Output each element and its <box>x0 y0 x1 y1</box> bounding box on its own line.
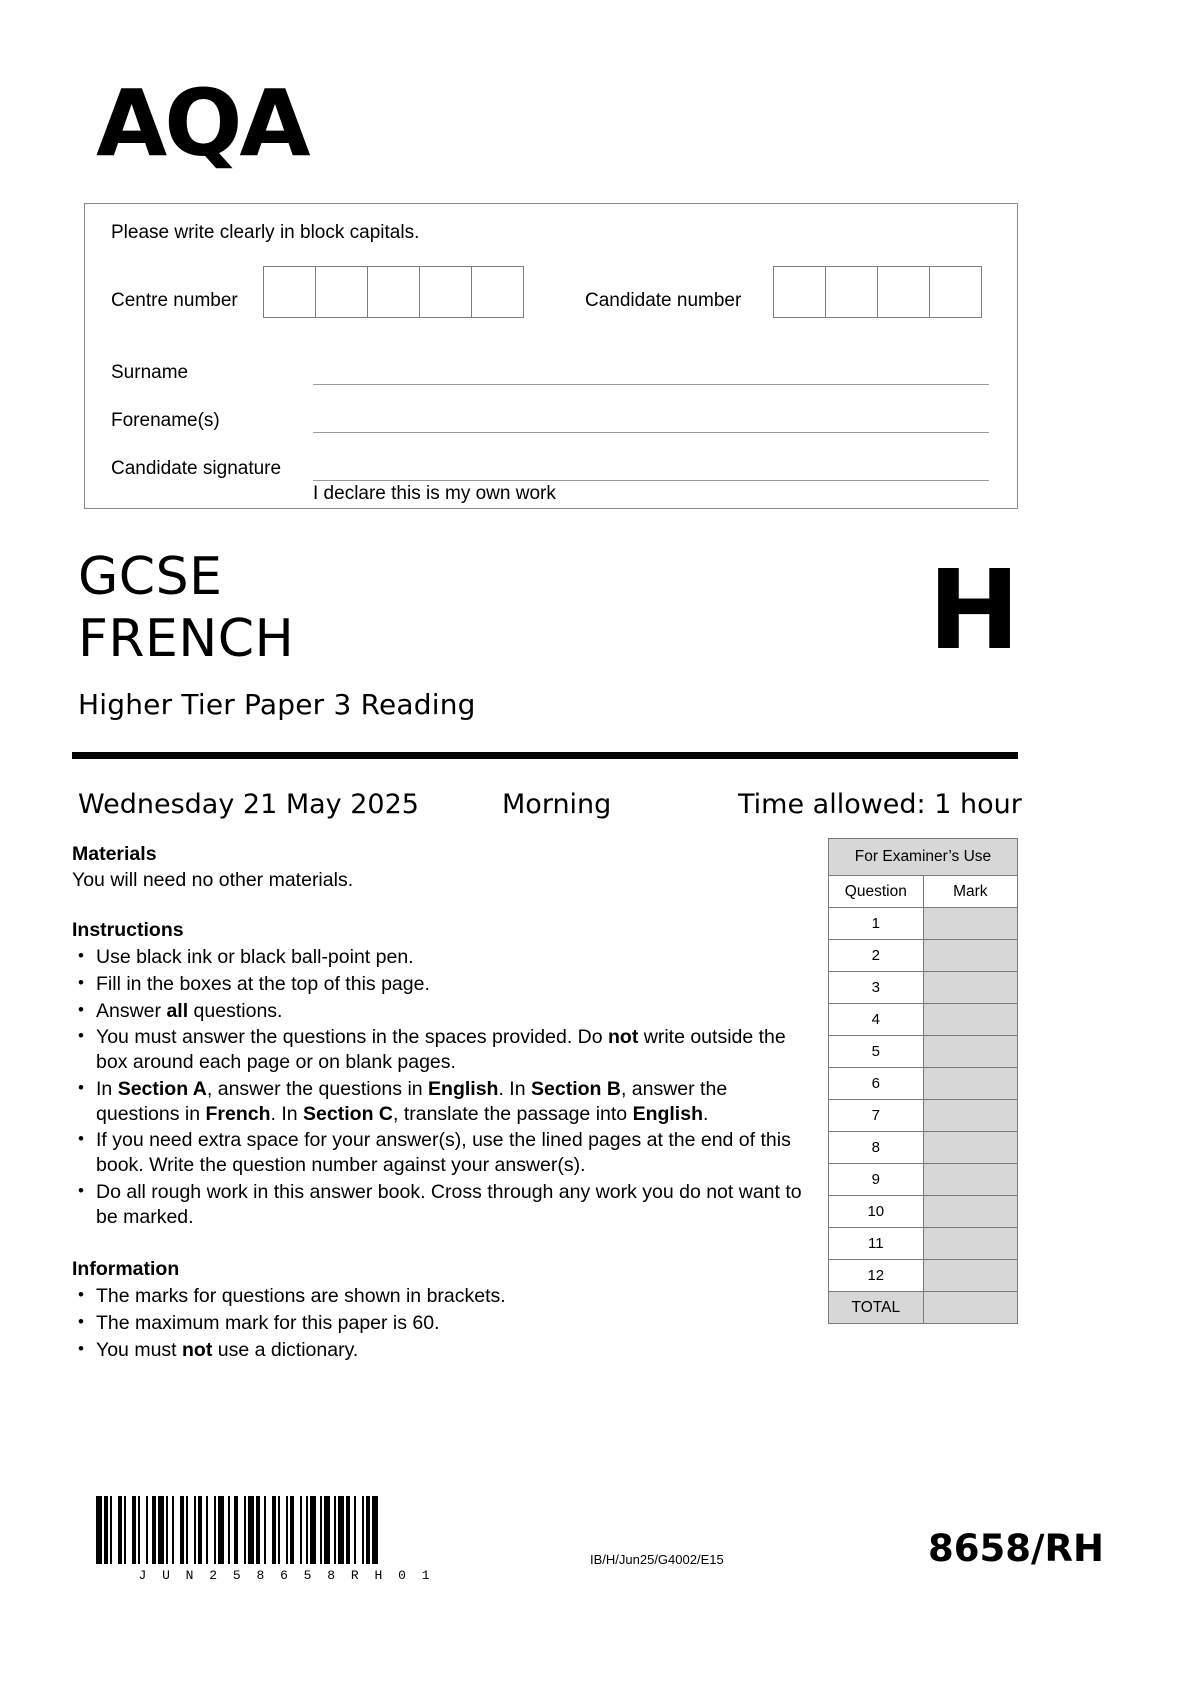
mark-cell[interactable] <box>923 1100 1017 1132</box>
table-row <box>829 1068 1018 1100</box>
table-row <box>829 1100 1018 1132</box>
centre-number-cell[interactable] <box>471 266 524 318</box>
mark-cell[interactable] <box>923 972 1017 1004</box>
candidate-number-cell[interactable] <box>929 266 982 318</box>
examiner-mark-table <box>828 838 1018 1324</box>
mark-cell[interactable] <box>923 908 1017 940</box>
centre-number-cell[interactable] <box>315 266 368 318</box>
table-row <box>829 908 1018 940</box>
list-item: • Answer all questions. <box>72 999 812 1024</box>
candidate-details-box <box>84 203 1018 509</box>
total-mark-cell[interactable] <box>923 1292 1017 1324</box>
materials-heading: Materials <box>72 843 157 865</box>
list-item: • You must answer the questions in the spaces provided. Do not write outside the box around each page or on blank pages. <box>72 1025 812 1075</box>
question-number: 1 <box>829 908 924 940</box>
block-capitals-instruction: Please write clearly in block capitals. <box>111 222 420 243</box>
exam-date: Wednesday 21 May 2025 <box>78 789 419 820</box>
mark-cell[interactable] <box>923 1004 1017 1036</box>
table-row <box>829 1036 1018 1068</box>
question-number: 9 <box>829 1164 924 1196</box>
mark-cell[interactable] <box>923 1260 1017 1292</box>
table-row <box>829 1164 1018 1196</box>
question-number: 10 <box>829 1196 924 1228</box>
tier-letter-badge: H <box>927 546 1020 674</box>
table-row <box>829 1132 1018 1164</box>
exam-session: Morning <box>502 789 612 820</box>
question-number: 5 <box>829 1036 924 1068</box>
centre-number-label: Centre number <box>111 290 238 311</box>
list-item: • You must not use a dictionary. <box>72 1338 812 1363</box>
list-item: • The maximum mark for this paper is 60. <box>72 1311 812 1336</box>
table-row <box>829 1228 1018 1260</box>
table-row <box>829 940 1018 972</box>
list-item: • Fill in the boxes at the top of this page. <box>72 972 812 997</box>
table-row <box>829 1292 1018 1324</box>
question-number: 6 <box>829 1068 924 1100</box>
list-item: • Do all rough work in this answer book. Cross through any work you do not want to be marked. <box>72 1180 812 1230</box>
list-item: • In Section A, answer the questions in English. In Section B, answer the questions in French. In Section C, translate the passage into English. <box>72 1077 812 1127</box>
candidate-number-input[interactable] <box>773 266 982 318</box>
table-row <box>829 972 1018 1004</box>
centre-number-cell[interactable] <box>419 266 472 318</box>
question-number: 4 <box>829 1004 924 1036</box>
table-row <box>829 1196 1018 1228</box>
tier-paper-line: Higher Tier Paper 3 Reading <box>78 688 476 721</box>
instructions-list <box>72 945 812 1229</box>
mark-cell[interactable] <box>923 1036 1017 1068</box>
table-row <box>829 1004 1018 1036</box>
candidate-number-label: Candidate number <box>585 290 742 311</box>
centre-number-input[interactable] <box>263 266 524 318</box>
mark-cell[interactable] <box>923 1132 1017 1164</box>
candidate-signature-field[interactable] <box>313 480 989 481</box>
barcode <box>96 1496 476 1564</box>
forename-field[interactable] <box>313 432 989 433</box>
surname-label: Surname <box>111 362 189 383</box>
list-item: • Use black ink or black ball-point pen. <box>72 945 812 970</box>
table-row <box>829 1260 1018 1292</box>
mark-cell[interactable] <box>923 940 1017 972</box>
centre-number-cell[interactable] <box>367 266 420 318</box>
column-header-question: Question <box>829 876 924 908</box>
question-number: 3 <box>829 972 924 1004</box>
information-heading: Information <box>72 1258 180 1281</box>
list-item: • The marks for questions are shown in brackets. <box>72 1284 812 1309</box>
materials-text: You will need no other materials. <box>72 869 354 891</box>
mark-cell[interactable] <box>923 1068 1017 1100</box>
total-label: TOTAL <box>829 1292 924 1324</box>
mark-cell[interactable] <box>923 1228 1017 1260</box>
list-item: • If you need extra space for your answer(s), use the lined pages at the end of this book. Write the question number against your answer(s). <box>72 1128 812 1178</box>
instructions-heading: Instructions <box>72 919 184 941</box>
examiner-table-title: For Examiner’s Use <box>829 839 1018 876</box>
forename-label: Forename(s) <box>111 410 220 431</box>
table-row <box>829 876 1018 908</box>
qualification-title: GCSE <box>78 547 223 607</box>
table-row <box>829 839 1018 876</box>
information-list <box>72 1284 812 1362</box>
candidate-number-cell[interactable] <box>825 266 878 318</box>
instructions-column <box>72 843 812 1365</box>
question-number: 8 <box>829 1132 924 1164</box>
declaration-text: I declare this is my own work <box>313 483 556 504</box>
centre-number-cell[interactable] <box>263 266 316 318</box>
title-divider <box>72 752 1018 759</box>
question-number: 2 <box>829 940 924 972</box>
question-number: 12 <box>829 1260 924 1292</box>
mark-cell[interactable] <box>923 1164 1017 1196</box>
paper-code: 8658/RH <box>928 1527 1104 1570</box>
candidate-number-cell[interactable] <box>773 266 826 318</box>
subject-title: FRENCH <box>78 609 295 669</box>
surname-field[interactable] <box>313 384 989 385</box>
mark-cell[interactable] <box>923 1196 1017 1228</box>
question-number: 7 <box>829 1100 924 1132</box>
candidate-signature-label: Candidate signature <box>111 458 282 479</box>
exam-time-allowed: Time allowed: 1 hour <box>738 789 1022 820</box>
question-number: 11 <box>829 1228 924 1260</box>
candidate-number-cell[interactable] <box>877 266 930 318</box>
aqa-logo: AQA <box>96 70 308 177</box>
ib-reference: IB/H/Jun25/G4002/E15 <box>590 1552 724 1567</box>
barcode-text: J U N 2 5 8 6 5 8 R H 0 1 <box>138 1568 434 1583</box>
column-header-mark: Mark <box>923 876 1017 908</box>
